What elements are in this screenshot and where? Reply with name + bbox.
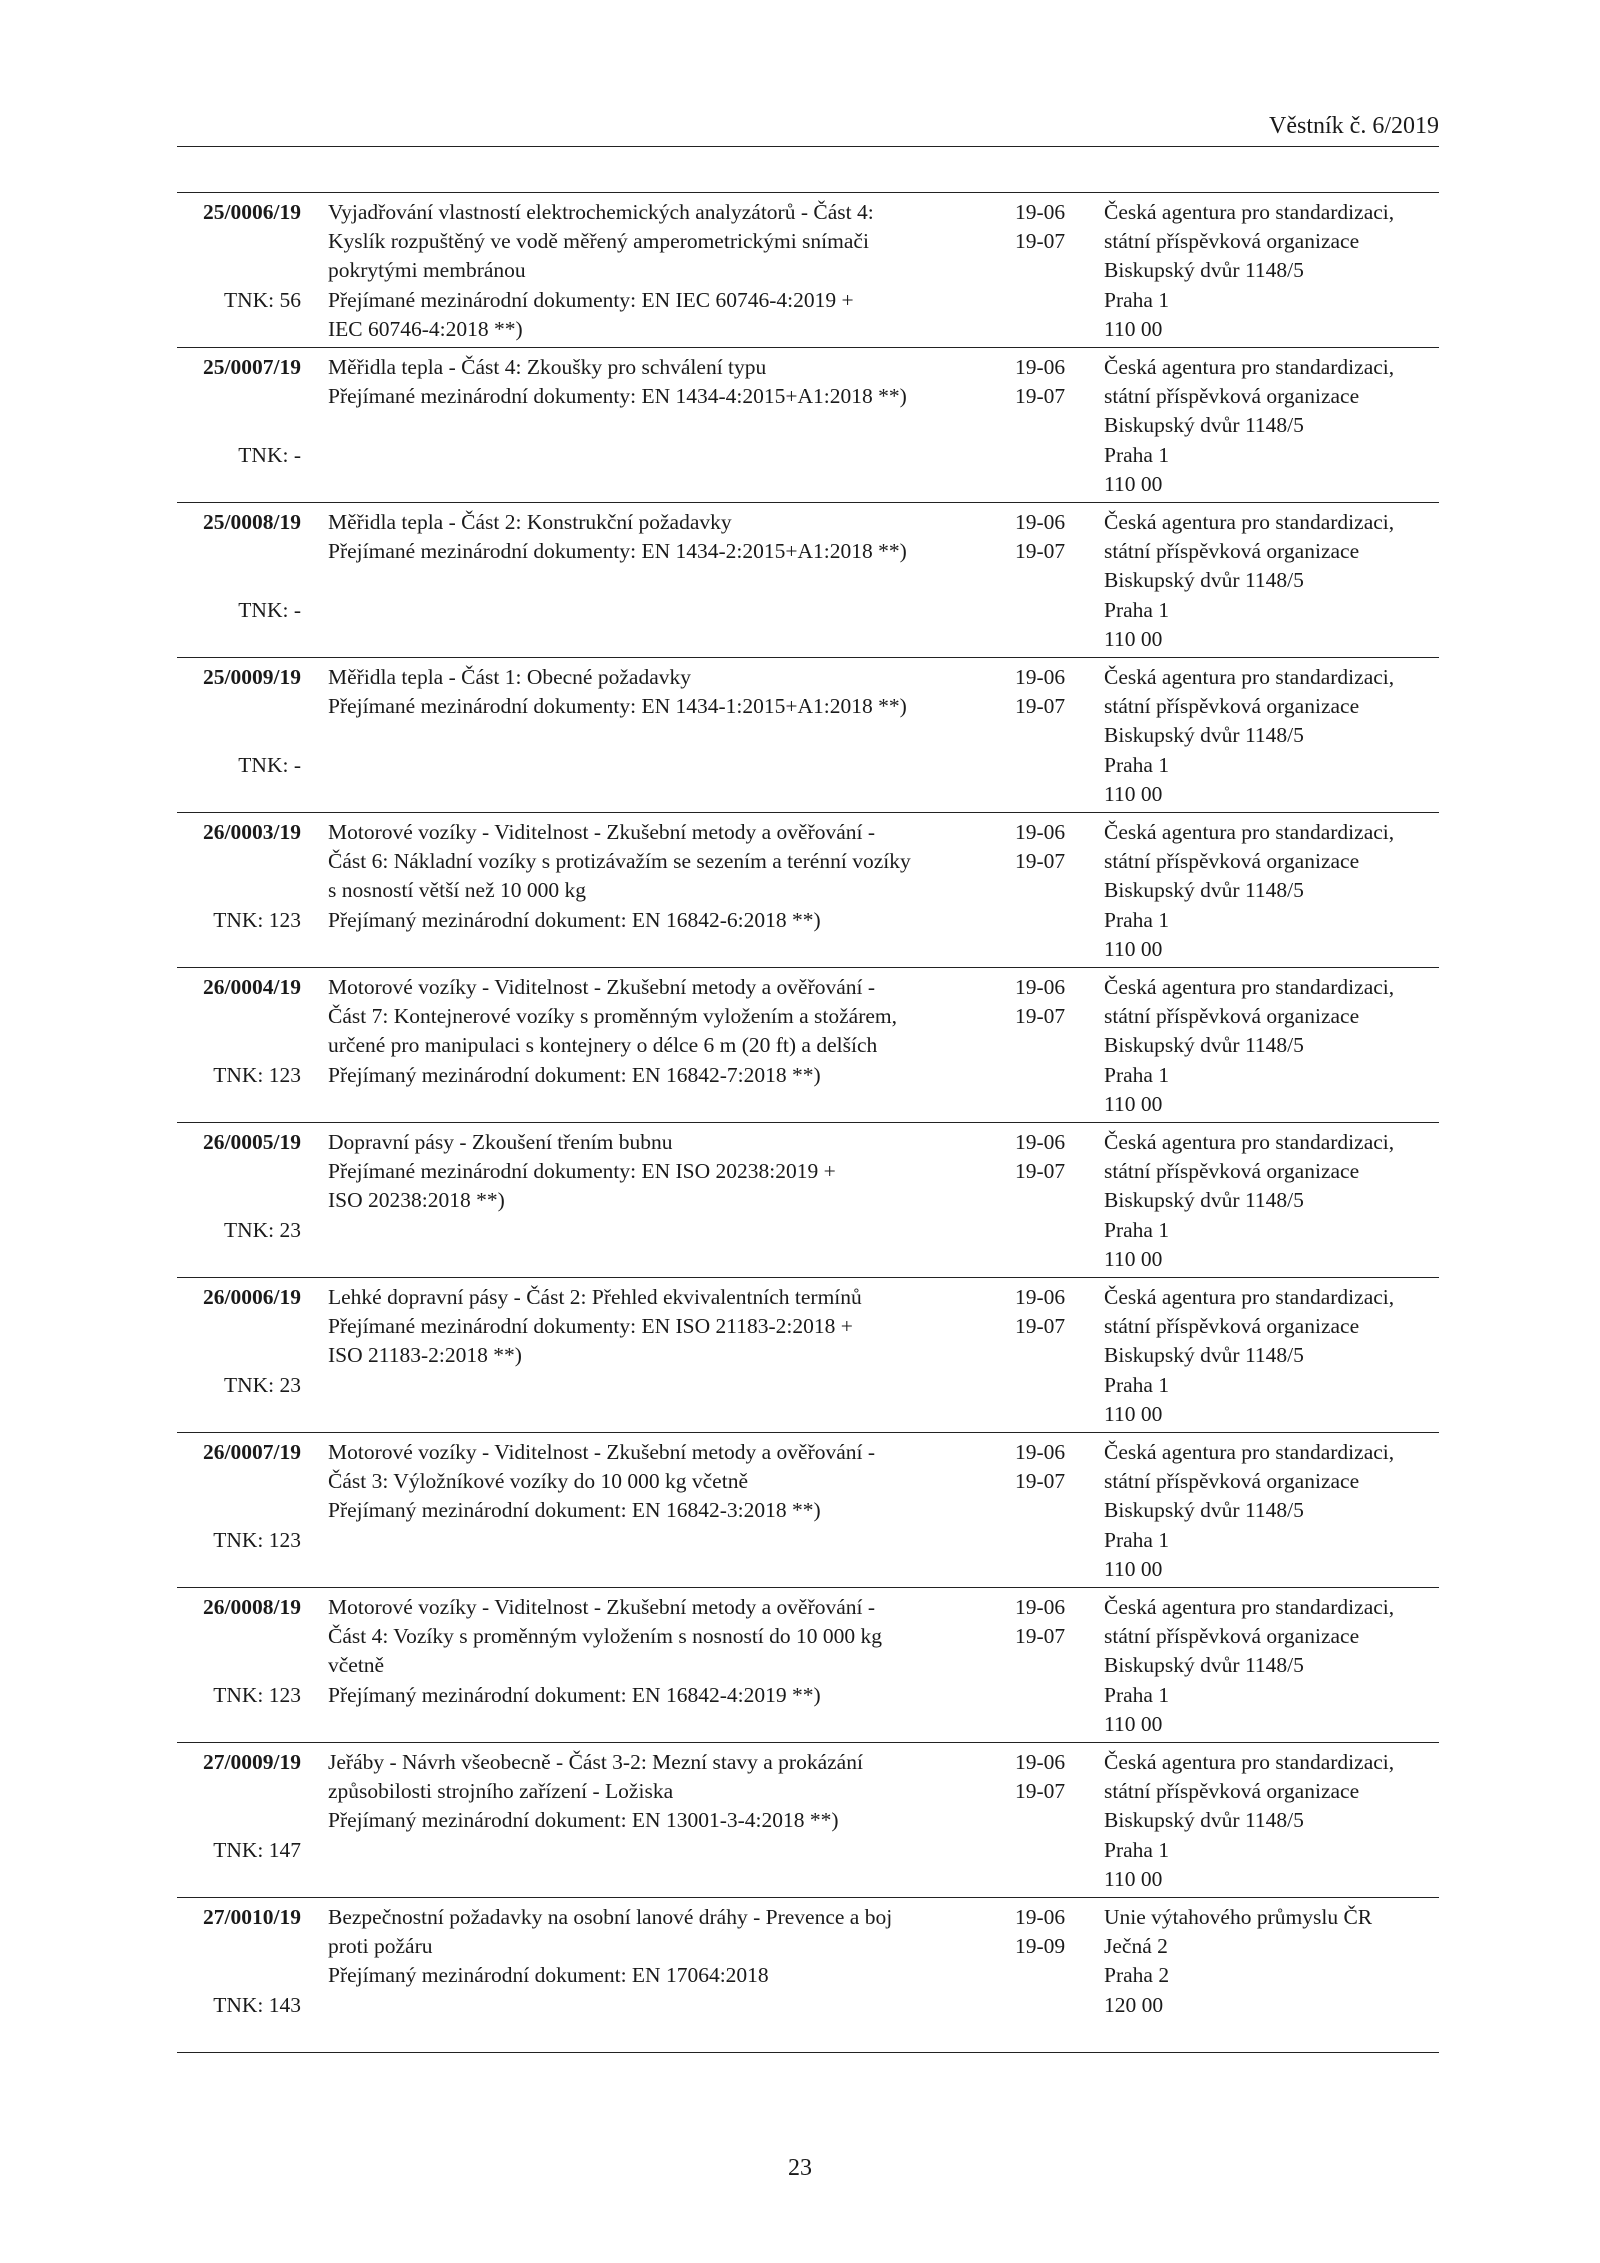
date-value: 19-06 (1015, 1905, 1066, 1930)
date-value: 19-06 (1015, 1130, 1066, 1155)
title-line: Lehké dopravní pásy - Část 2: Přehled ekvivalentních termínů (328, 1285, 862, 1310)
entry-id-cell (177, 973, 301, 1119)
entry-number: 26/0004/19 (203, 975, 301, 1000)
title-line: Přejímaný mezinárodní dokument: EN 16842-7:2018 **) (328, 1062, 821, 1087)
issuer-line: Praha 1 (1104, 1837, 1170, 1862)
issuer-line: 110 00 (1104, 1866, 1163, 1891)
issuer-line: Biskupský dvůr 1148/5 (1104, 1033, 1304, 1058)
issuer-line: Česká agentura pro standardizaci, (1104, 1440, 1395, 1465)
issuer-line: Česká agentura pro standardizaci, (1104, 355, 1395, 380)
title-line: pokrytými membránou (328, 258, 526, 283)
issuer-line: státní příspěvková organizace (1104, 849, 1360, 874)
date-value: 19-07 (1015, 1004, 1066, 1029)
issuer-line: Biskupský dvůr 1148/5 (1104, 1498, 1304, 1523)
issuer-line: Praha 1 (1104, 1527, 1170, 1552)
entry-dates-cell (1015, 1903, 1085, 1961)
date-value: 19-06 (1015, 355, 1066, 380)
entry-id-cell (177, 1438, 301, 1584)
table-row (177, 348, 1439, 503)
issuer-line: Česká agentura pro standardizaci, (1104, 1750, 1395, 1775)
title-line: Přejímaný mezinárodní dokument: EN 17064:2018 (328, 1963, 769, 1988)
title-line: Přejímané mezinárodní dokumenty: EN ISO 21183-2:2018 + (328, 1314, 853, 1339)
page-header (177, 106, 1439, 147)
issuer-line: 110 00 (1104, 1246, 1163, 1271)
issuer-line: Biskupský dvůr 1148/5 (1104, 723, 1304, 748)
entry-dates-cell (1015, 1593, 1085, 1651)
title-line: Část 3: Výložníkové vozíky do 10 000 kg včetně (328, 1469, 748, 1494)
entry-id-cell (177, 1748, 301, 1894)
entry-dates-cell (1015, 1128, 1085, 1186)
date-value: 19-07 (1015, 539, 1066, 564)
date-value: 19-06 (1015, 1440, 1066, 1465)
issuer-line: Praha 1 (1104, 1062, 1170, 1087)
table-row (177, 503, 1439, 658)
entry-dates-cell (1015, 1438, 1085, 1496)
tnk-label: TNK: 123 (213, 1682, 301, 1707)
issuer-line: Ječná 2 (1104, 1934, 1168, 1959)
title-line: proti požáru (328, 1934, 433, 1959)
date-value: 19-07 (1015, 1779, 1066, 1804)
entry-dates-cell (1015, 198, 1085, 256)
issuer-line: Biskupský dvůr 1148/5 (1104, 413, 1304, 438)
issuer-line: 110 00 (1104, 936, 1163, 961)
title-line: Přejímané mezinárodní dokumenty: EN ISO 20238:2019 + (328, 1159, 836, 1184)
issuer-line: Česká agentura pro standardizaci, (1104, 510, 1395, 535)
date-value: 19-07 (1015, 1314, 1066, 1339)
title-line: Část 7: Kontejnerové vozíky s proměnným vyložením a stožárem, (328, 1004, 898, 1029)
date-value: 19-07 (1015, 694, 1066, 719)
entry-issuer-cell (1104, 1438, 1444, 1584)
date-value: 19-09 (1015, 1934, 1066, 1959)
date-value: 19-07 (1015, 1624, 1066, 1649)
title-line: Část 6: Nákladní vozíky s protizávažím se sezením a terénní vozíky (328, 849, 911, 874)
tnk-label: TNK: 23 (223, 1217, 301, 1242)
issuer-line: státní příspěvková organizace (1104, 539, 1360, 564)
issuer-line: státní příspěvková organizace (1104, 694, 1360, 719)
table-row (177, 813, 1439, 968)
title-line: ISO 20238:2018 **) (328, 1188, 505, 1213)
issuer-line: státní příspěvková organizace (1104, 229, 1360, 254)
title-line: Přejímané mezinárodní dokumenty: EN IEC 60746-4:2019 + (328, 287, 854, 312)
table-row (177, 1123, 1439, 1278)
tnk-label: TNK: 23 (223, 1372, 301, 1397)
date-value: 19-06 (1015, 1285, 1066, 1310)
entry-number: 26/0005/19 (203, 1130, 301, 1155)
entry-issuer-cell (1104, 818, 1444, 964)
entry-id-cell (177, 508, 301, 654)
entry-number: 25/0009/19 (203, 665, 301, 690)
issuer-line: 110 00 (1104, 1401, 1163, 1426)
table-row (177, 1588, 1439, 1743)
issuer-line: státní příspěvková organizace (1104, 1624, 1360, 1649)
issuer-line: Česká agentura pro standardizaci, (1104, 665, 1395, 690)
issuer-line: Praha 1 (1104, 597, 1170, 622)
entry-issuer-cell (1104, 1283, 1444, 1429)
standards-table (177, 192, 1439, 2053)
title-line: Vyjadřování vlastností elektrochemických analyzátorů - Část 4: (328, 200, 874, 224)
issuer-line: Česká agentura pro standardizaci, (1104, 820, 1395, 845)
issuer-line: Česká agentura pro standardizaci, (1104, 1130, 1395, 1155)
issuer-line: státní příspěvková organizace (1104, 1469, 1360, 1494)
date-value: 19-07 (1015, 229, 1066, 254)
entry-id-cell (177, 1128, 301, 1274)
entry-id-cell (177, 663, 301, 809)
issuer-line: Praha 1 (1104, 752, 1170, 777)
tnk-label: TNK: - (238, 597, 301, 622)
entry-id-cell (177, 818, 301, 964)
issuer-line: 110 00 (1104, 1091, 1163, 1116)
title-line: Bezpečnostní požadavky na osobní lanové dráhy - Prevence a boj (328, 1905, 893, 1930)
table-row (177, 1433, 1439, 1588)
date-value: 19-07 (1015, 1469, 1066, 1494)
title-line: Motorové vozíky - Viditelnost - Zkušební metody a ověřování - (328, 975, 876, 1000)
title-line: Přejímaný mezinárodní dokument: EN 16842-3:2018 **) (328, 1498, 821, 1523)
issuer-line: Biskupský dvůr 1148/5 (1104, 1653, 1304, 1678)
entry-number: 26/0006/19 (203, 1285, 301, 1310)
entry-id-cell (177, 1283, 301, 1429)
issuer-line: 120 00 (1104, 1992, 1164, 2017)
issuer-line: 110 00 (1104, 626, 1163, 651)
entry-dates-cell (1015, 663, 1085, 721)
title-line: IEC 60746-4:2018 **) (328, 316, 523, 341)
issuer-line: Praha 1 (1104, 907, 1170, 932)
issuer-line: Praha 1 (1104, 1372, 1170, 1397)
entry-id-cell (177, 1903, 301, 2049)
title-line: Jeřáby - Návrh všeobecně - Část 3-2: Mezní stavy a prokázání (328, 1750, 863, 1775)
entry-dates-cell (1015, 973, 1085, 1031)
issuer-line: Unie výtahového průmyslu ČR (1104, 1905, 1373, 1930)
issuer-line: státní příspěvková organizace (1104, 384, 1360, 409)
table-row (177, 1898, 1439, 2053)
entry-issuer-cell (1104, 1593, 1444, 1739)
page-number: 23 (788, 2155, 812, 2181)
entry-issuer-cell (1104, 1903, 1444, 2020)
date-value: 19-06 (1015, 1750, 1066, 1775)
table-row (177, 658, 1439, 813)
entry-id-cell (177, 1593, 301, 1739)
date-value: 19-07 (1015, 849, 1066, 874)
issuer-line: státní příspěvková organizace (1104, 1004, 1360, 1029)
entry-id-cell (177, 353, 301, 499)
issuer-line: Biskupský dvůr 1148/5 (1104, 1343, 1304, 1368)
title-line: ISO 21183-2:2018 **) (328, 1343, 522, 1368)
entry-number: 26/0003/19 (203, 820, 301, 845)
issuer-line: 110 00 (1104, 781, 1163, 806)
entry-issuer-cell (1104, 1128, 1444, 1274)
issuer-line: Biskupský dvůr 1148/5 (1104, 1188, 1304, 1213)
title-line: Motorové vozíky - Viditelnost - Zkušební metody a ověřování - (328, 1595, 876, 1620)
entry-issuer-cell (1104, 198, 1444, 344)
title-line: Kyslík rozpuštěný ve vodě měřený amperometrickými snímači (328, 229, 869, 254)
entry-issuer-cell (1104, 1748, 1444, 1894)
issuer-line: Česká agentura pro standardizaci, (1104, 1285, 1395, 1310)
issuer-line: 110 00 (1104, 1711, 1163, 1736)
issuer-line: 110 00 (1104, 1556, 1163, 1581)
date-value: 19-07 (1015, 1159, 1066, 1184)
title-line: Přejímaný mezinárodní dokument: EN 16842-6:2018 **) (328, 907, 821, 932)
date-value: 19-06 (1015, 510, 1066, 535)
tnk-label: TNK: 56 (223, 287, 301, 312)
entry-dates-cell (1015, 1748, 1085, 1806)
issuer-line: Biskupský dvůr 1148/5 (1104, 878, 1304, 903)
issuer-line: Biskupský dvůr 1148/5 (1104, 568, 1304, 593)
date-value: 19-07 (1015, 384, 1066, 409)
tnk-label: TNK: 147 (213, 1837, 301, 1862)
title-line: Měřidla tepla - Část 4: Zkoušky pro schválení typu (328, 355, 767, 380)
issuer-line: Česká agentura pro standardizaci, (1104, 1595, 1395, 1620)
issuer-line: státní příspěvková organizace (1104, 1779, 1360, 1804)
journal-title: Věstník č. 6/2019 (1269, 113, 1439, 139)
issuer-line: Česká agentura pro standardizaci, (1104, 200, 1395, 224)
table-row (177, 1743, 1439, 1898)
issuer-line: Česká agentura pro standardizaci, (1104, 975, 1395, 1000)
title-line: Měřidla tepla - Část 1: Obecné požadavky (328, 665, 691, 690)
table-row (177, 968, 1439, 1123)
issuer-line: 110 00 (1104, 316, 1163, 341)
issuer-line: státní příspěvková organizace (1104, 1159, 1360, 1184)
title-line: Motorové vozíky - Viditelnost - Zkušební metody a ověřování - (328, 1440, 876, 1465)
issuer-line: Praha 1 (1104, 1217, 1170, 1242)
title-line: včetně (328, 1653, 385, 1678)
date-value: 19-06 (1015, 665, 1066, 690)
title-line: Část 4: Vozíky s proměnným vyložením s nosností do 10 000 kg (328, 1624, 883, 1649)
title-line: Dopravní pásy - Zkoušení třením bubnu (328, 1130, 673, 1155)
entry-dates-cell (1015, 818, 1085, 876)
title-line: Motorové vozíky - Viditelnost - Zkušební metody a ověřování - (328, 820, 876, 845)
tnk-label: TNK: - (238, 442, 301, 467)
title-line: Přejímané mezinárodní dokumenty: EN 1434-1:2015+A1:2018 **) (328, 694, 907, 719)
issuer-line: Praha 1 (1104, 442, 1170, 467)
title-line: určené pro manipulaci s kontejnery o délce 6 m (20 ft) a delších (328, 1033, 878, 1058)
entry-issuer-cell (1104, 973, 1444, 1119)
issuer-line: Biskupský dvůr 1148/5 (1104, 258, 1304, 283)
entry-number: 25/0008/19 (203, 510, 301, 535)
entry-number: 26/0007/19 (203, 1440, 301, 1465)
tnk-label: TNK: - (238, 752, 301, 777)
title-line: Přejímaný mezinárodní dokument: EN 16842-4:2019 **) (328, 1682, 821, 1707)
issuer-line: Praha 1 (1104, 1682, 1170, 1707)
title-line: způsobilosti strojního zařízení - Ložiska (328, 1779, 674, 1804)
issuer-line: 110 00 (1104, 471, 1163, 496)
tnk-label: TNK: 123 (213, 1527, 301, 1552)
entry-issuer-cell (1104, 353, 1444, 499)
issuer-line: státní příspěvková organizace (1104, 1314, 1360, 1339)
entry-number: 27/0010/19 (203, 1905, 301, 1930)
entry-number: 25/0007/19 (203, 355, 301, 380)
date-value: 19-06 (1015, 200, 1066, 224)
entry-id-cell (177, 198, 301, 344)
table-row (177, 193, 1439, 348)
tnk-label: TNK: 143 (213, 1992, 301, 2017)
date-value: 19-06 (1015, 975, 1066, 1000)
entry-issuer-cell (1104, 508, 1444, 654)
title-line: Měřidla tepla - Část 2: Konstrukční požadavky (328, 510, 732, 535)
title-line: Přejímané mezinárodní dokumenty: EN 1434-4:2015+A1:2018 **) (328, 384, 907, 409)
issuer-line: Praha 2 (1104, 1963, 1170, 1988)
entry-number: 25/0006/19 (203, 200, 301, 224)
entry-dates-cell (1015, 353, 1085, 411)
title-line: Přejímaný mezinárodní dokument: EN 13001-3-4:2018 **) (328, 1808, 839, 1833)
entry-dates-cell (1015, 508, 1085, 566)
entry-number: 27/0009/19 (203, 1750, 301, 1775)
table-row (177, 1278, 1439, 1433)
date-value: 19-06 (1015, 1595, 1066, 1620)
date-value: 19-06 (1015, 820, 1066, 845)
issuer-line: Praha 1 (1104, 287, 1170, 312)
title-line: s nosností větší než 10 000 kg (328, 878, 586, 903)
title-line: Přejímané mezinárodní dokumenty: EN 1434-2:2015+A1:2018 **) (328, 539, 907, 564)
entry-number: 26/0008/19 (203, 1595, 301, 1620)
tnk-label: TNK: 123 (213, 907, 301, 932)
entry-dates-cell (1015, 1283, 1085, 1341)
entry-issuer-cell (1104, 663, 1444, 809)
tnk-label: TNK: 123 (213, 1062, 301, 1087)
issuer-line: Biskupský dvůr 1148/5 (1104, 1808, 1304, 1833)
